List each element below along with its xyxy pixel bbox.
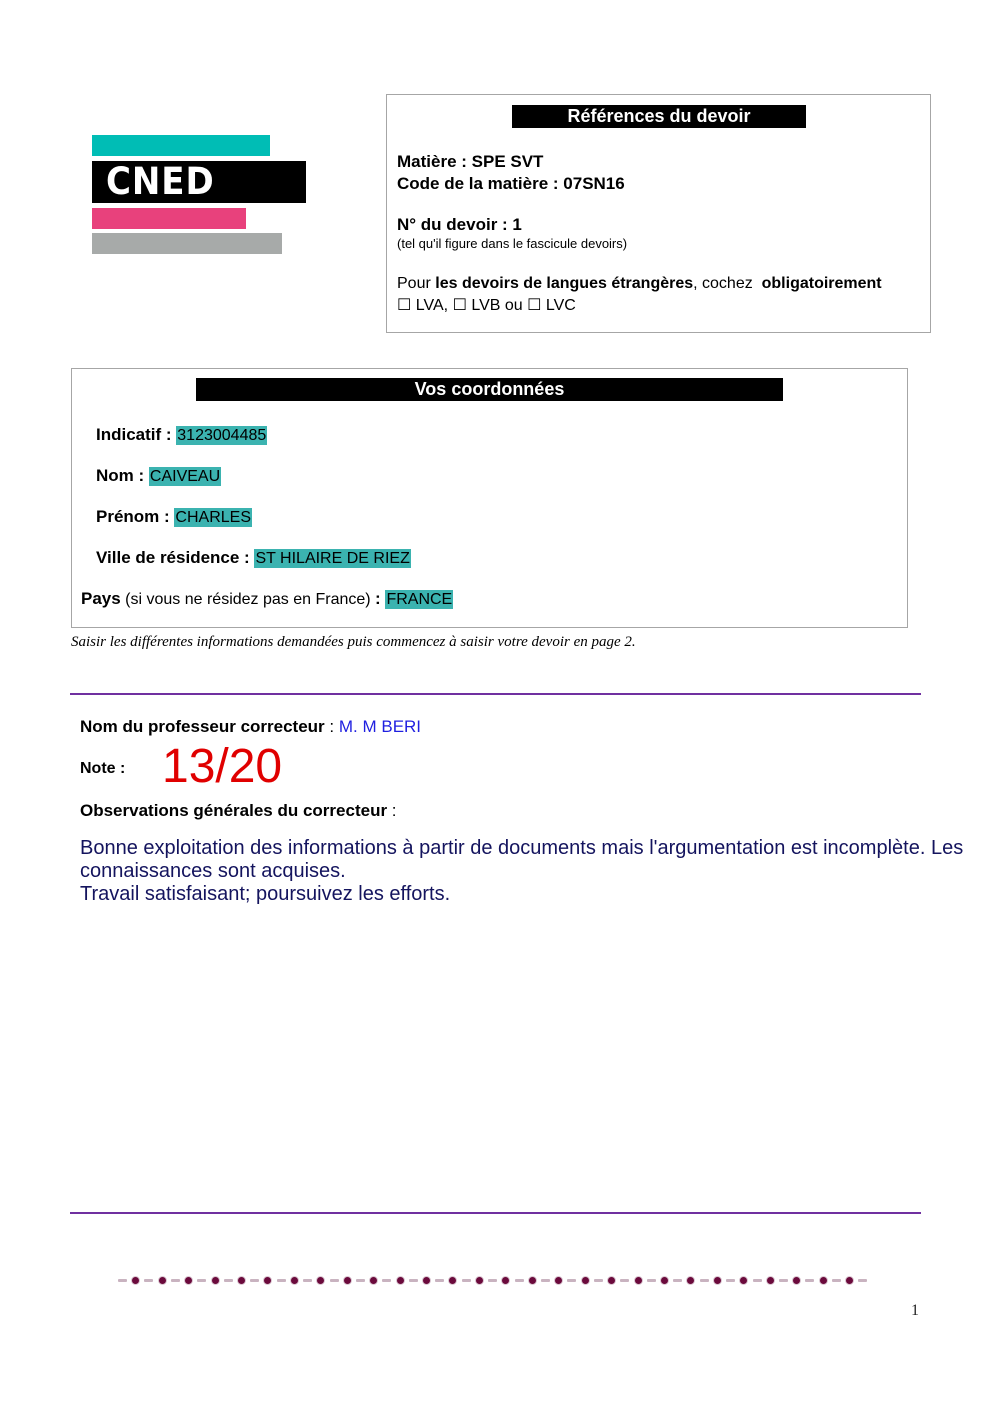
lang-prefix: Pour [397,275,436,292]
logo-teal-bar [92,135,270,156]
matiere-label: Matière : [397,152,472,171]
ville-value[interactable]: ST HILAIRE DE RIEZ [255,550,410,567]
prenom-value[interactable]: CHARLES [175,509,251,526]
professor-sep: : [324,717,339,736]
dash-ornament [620,1279,629,1282]
pays-note: (si vous ne résidez pas en France) [120,591,376,608]
dot-ornament [529,1277,536,1284]
decorative-dotted-line [118,1273,868,1287]
field-indicatif [96,425,267,445]
devoir-label: N° du devoir : [397,215,513,234]
dash-ornament [356,1279,365,1282]
code-line [397,174,625,194]
matiere-line [397,152,543,172]
dash-ornament [330,1279,339,1282]
references-box [386,94,931,333]
dot-ornament [291,1277,298,1284]
nom-value[interactable]: CAIVEAU [149,468,221,485]
dot-ornament [317,1277,324,1284]
indicatif-label: Indicatif : [96,425,177,444]
observation-line: Travail satisfaisant; poursuivez les efforts. [80,883,451,905]
dash-ornament [409,1279,418,1282]
page-number: 1 [911,1302,919,1319]
pays-label: Pays [81,589,121,608]
dot-ornament [767,1277,774,1284]
coordonnees-title: Vos coordonnées [196,378,783,401]
code-value: 07SN16 [563,174,625,193]
dash-ornament [277,1279,286,1282]
ville-label: Ville de résidence : [96,548,255,567]
option-lvc: LVC [545,297,576,314]
lang-bold: les devoirs de langues étrangères [435,275,694,292]
lang-middle: , cochez [693,275,758,292]
language-instruction [397,275,882,293]
dot-ornament [423,1277,430,1284]
code-label: Code de la matière : [397,174,564,193]
dot-ornament [635,1277,642,1284]
dash-ornament [435,1279,444,1282]
language-options [397,295,576,315]
logo-text: CNED [106,160,215,203]
logo-gray-bar [92,233,282,254]
professor-name: M. M BERI [338,717,422,736]
dot-ornament [212,1277,219,1284]
devoir-value: 1 [512,215,522,234]
dash-ornament [700,1279,709,1282]
checkbox-lvc[interactable]: ☐ [527,297,542,314]
field-pays [81,589,453,609]
dash-ornament [726,1279,735,1282]
logo-pink-bar [92,208,246,229]
dash-ornament [779,1279,788,1282]
dot-ornament [846,1277,853,1284]
dot-ornament [555,1277,562,1284]
dash-ornament [303,1279,312,1282]
dot-ornament [740,1277,747,1284]
dot-ornament [661,1277,668,1284]
coordonnees-box [71,368,908,628]
dot-ornament [397,1277,404,1284]
dot-ornament [159,1277,166,1284]
dash-ornament [462,1279,471,1282]
dash-ornament [171,1279,180,1282]
dot-ornament [238,1277,245,1284]
observation-line: Bonne exploitation des informations à partir de documents mais l'argumentation est incomplète. Les [80,837,964,859]
checkbox-lva[interactable]: ☐ [397,297,412,314]
observation-line: connaissances sont acquises. [80,860,346,882]
observations-text [80,837,980,906]
dot-ornament [264,1277,271,1284]
dash-ornament [197,1279,206,1282]
dash-ornament [515,1279,524,1282]
field-prenom [96,507,252,527]
dot-ornament [344,1277,351,1284]
field-nom [96,466,221,486]
dot-ornament [687,1277,694,1284]
option-lva: LVA, [415,297,449,314]
references-title: Références du devoir [512,105,806,128]
observations-sep: : [387,801,397,820]
dash-ornament [858,1279,867,1282]
nom-label: Nom : [96,466,149,485]
pays-colon: : [375,589,386,608]
dash-ornament [224,1279,233,1282]
bottom-divider [70,1212,921,1214]
dot-ornament [582,1277,589,1284]
prenom-label: Prénom : [96,507,175,526]
dash-ornament [250,1279,259,1282]
dot-ornament [449,1277,456,1284]
dash-ornament [144,1279,153,1282]
dot-ornament [793,1277,800,1284]
dash-ornament [647,1279,656,1282]
dot-ornament [370,1277,377,1284]
dash-ornament [832,1279,841,1282]
indicatif-value[interactable]: 3123004485 [177,427,267,444]
dash-ornament [488,1279,497,1282]
dot-ornament [502,1277,509,1284]
professor-line [80,717,421,737]
instruction-text: Saisir les différentes informations demandées puis commencez à saisir votre devoir en page 2. [71,634,636,650]
lang-bold2: obligatoirement [761,275,882,292]
pays-value[interactable]: FRANCE [386,591,453,608]
dot-ornament [820,1277,827,1284]
field-ville [96,548,411,568]
dash-ornament [567,1279,576,1282]
dot-ornament [185,1277,192,1284]
devoir-line [397,215,522,235]
checkbox-lvb[interactable]: ☐ [452,297,467,314]
professor-label: Nom du professeur correcteur [80,717,325,736]
dash-ornament [541,1279,550,1282]
dash-ornament [118,1279,127,1282]
devoir-note: (tel qu'il figure dans le fascicule devoirs) [397,236,628,251]
matiere-value: SPE SVT [471,152,544,171]
observations-line [80,801,397,821]
dot-ornament [714,1277,721,1284]
dash-ornament [382,1279,391,1282]
dash-ornament [753,1279,762,1282]
dot-ornament [132,1277,139,1284]
top-divider [70,693,921,695]
dash-ornament [805,1279,814,1282]
dash-ornament [673,1279,682,1282]
note-value: 13/20 [162,740,283,793]
observations-label: Observations générales du correcteur [80,801,388,820]
dot-ornament [476,1277,483,1284]
dot-ornament [608,1277,615,1284]
dash-ornament [594,1279,603,1282]
option-lvb: LVB ou [471,297,523,314]
note-label: Note : [80,760,126,777]
